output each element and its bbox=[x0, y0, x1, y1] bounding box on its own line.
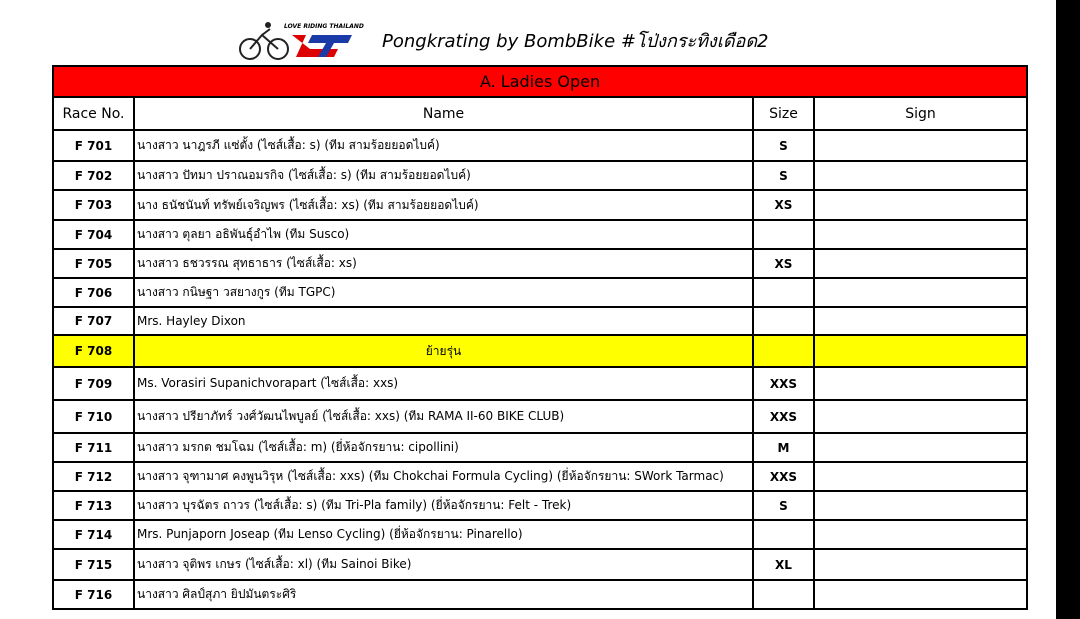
rider-name: Ms. Vorasiri Supanichvorapart (ไซส์เสื้อ: xxs) bbox=[134, 367, 753, 400]
shirt-size: M bbox=[753, 433, 814, 462]
race-number: F 715 bbox=[53, 549, 134, 580]
sign-cell bbox=[814, 335, 1027, 367]
sign-cell bbox=[814, 161, 1027, 190]
rider-name: Mrs. Hayley Dixon bbox=[134, 307, 753, 335]
sign-cell bbox=[814, 249, 1027, 278]
rider-name: นางสาว ปัทมา ปราณอมรกิจ (ไซส์เสื้อ: s) (ทีม สามร้อยยอดไบค์) bbox=[134, 161, 753, 190]
shirt-size: XXS bbox=[753, 462, 814, 491]
race-table bbox=[52, 65, 1028, 610]
rider-name: นางสาว บุรฉัตร ถาวร (ไซส์เสื้อ: s) (ทีม Tri-Pla family) (ยี่ห้อจักรยาน: Felt - Trek) bbox=[134, 491, 753, 520]
race-number: F 710 bbox=[53, 400, 134, 433]
sign-cell bbox=[814, 367, 1027, 400]
shirt-size: S bbox=[753, 161, 814, 190]
col-race-no: Race No. bbox=[53, 97, 134, 130]
table-row bbox=[53, 462, 1027, 491]
sign-cell bbox=[814, 580, 1027, 609]
table-row bbox=[53, 580, 1027, 609]
table-row bbox=[53, 335, 1027, 367]
table-row bbox=[53, 367, 1027, 400]
table-row bbox=[53, 161, 1027, 190]
race-number: F 711 bbox=[53, 433, 134, 462]
window-edge bbox=[1056, 0, 1080, 619]
race-number: F 712 bbox=[53, 462, 134, 491]
sign-cell bbox=[814, 520, 1027, 549]
shirt-size: XS bbox=[753, 190, 814, 220]
rider-name: นางสาว มรกต ชมโฉม (ไซส์เสื้อ: m) (ยี่ห้อจักรยาน: cipollini) bbox=[134, 433, 753, 462]
shirt-size bbox=[753, 520, 814, 549]
rider-name: นางสาว จุฑามาศ คงพูนวิรุห (ไซส์เสื้อ: xxs) (ทีม Chokchai Formula Cycling) (ยี่ห้อจักรยาน: SWork Tarmac) bbox=[134, 462, 753, 491]
table-row bbox=[53, 307, 1027, 335]
rider-name: นางสาว จุติพร เกษร (ไซส์เสื้อ: xl) (ทีม Sainoi Bike) bbox=[134, 549, 753, 580]
race-number: F 703 bbox=[53, 190, 134, 220]
race-number: F 714 bbox=[53, 520, 134, 549]
document-title: Pongkrating by BombBike #โป่งกระทิงเดือด2 bbox=[382, 30, 769, 52]
sign-cell bbox=[814, 433, 1027, 462]
shirt-size: XXS bbox=[753, 367, 814, 400]
rider-name: ย้ายรุ่น bbox=[134, 335, 753, 367]
table-row bbox=[53, 549, 1027, 580]
race-number: F 704 bbox=[53, 220, 134, 249]
race-number: F 705 bbox=[53, 249, 134, 278]
shirt-size: XS bbox=[753, 249, 814, 278]
table-row bbox=[53, 278, 1027, 307]
race-number: F 708 bbox=[53, 335, 134, 367]
sign-cell bbox=[814, 307, 1027, 335]
race-number: F 713 bbox=[53, 491, 134, 520]
shirt-size bbox=[753, 335, 814, 367]
col-size: Size bbox=[753, 97, 814, 130]
col-name: Name bbox=[134, 97, 753, 130]
rider-name: นางสาว กนิษฐา วสยางกูร (ทีม TGPC) bbox=[134, 278, 753, 307]
race-number: F 707 bbox=[53, 307, 134, 335]
sign-cell bbox=[814, 190, 1027, 220]
shirt-size: XXS bbox=[753, 400, 814, 433]
sign-cell bbox=[814, 400, 1027, 433]
rider-name: นางสาว ปรียาภัทร์ วงศ์วัฒนไพบูลย์ (ไซส์เสื้อ: xxs) (ทีม RAMA II-60 BIKE CLUB) bbox=[134, 400, 753, 433]
rider-name: นางสาว ตุลยา อธิพันธุ์อำไพ (ทีม Susco) bbox=[134, 220, 753, 249]
sign-cell bbox=[814, 130, 1027, 161]
table-row bbox=[53, 491, 1027, 520]
rider-name: นางสาว ธชวรรณ สุทธาธาร (ไซส์เสื้อ: xs) bbox=[134, 249, 753, 278]
col-sign: Sign bbox=[814, 97, 1027, 130]
sign-cell bbox=[814, 491, 1027, 520]
rider-name: นาง ธนัชนันท์ ทรัพย์เจริญพร (ไซส์เสื้อ: xs) (ทีม สามร้อยยอดไบค์) bbox=[134, 190, 753, 220]
lrt-logo bbox=[234, 19, 374, 61]
race-number: F 709 bbox=[53, 367, 134, 400]
sign-cell bbox=[814, 278, 1027, 307]
document-header bbox=[234, 18, 769, 62]
table-row bbox=[53, 433, 1027, 462]
race-number: F 702 bbox=[53, 161, 134, 190]
race-number: F 706 bbox=[53, 278, 134, 307]
table-row bbox=[53, 220, 1027, 249]
svg-text:LOVE RIDING THAILAND: LOVE RIDING THAILAND bbox=[284, 23, 364, 30]
section-title: A. Ladies Open bbox=[53, 66, 1027, 97]
race-number: F 701 bbox=[53, 130, 134, 161]
table-row bbox=[53, 249, 1027, 278]
sign-cell bbox=[814, 549, 1027, 580]
race-number: F 716 bbox=[53, 580, 134, 609]
sign-cell bbox=[814, 220, 1027, 249]
table-row bbox=[53, 190, 1027, 220]
rider-name: นางสาว นาฎรภี แซ่ตั้ง (ไซส์เสื้อ: s) (ทีม สามร้อยยอดไบค์) bbox=[134, 130, 753, 161]
shirt-size bbox=[753, 220, 814, 249]
shirt-size: XL bbox=[753, 549, 814, 580]
shirt-size: S bbox=[753, 491, 814, 520]
table-row bbox=[53, 520, 1027, 549]
shirt-size bbox=[753, 307, 814, 335]
shirt-size bbox=[753, 278, 814, 307]
rider-name: Mrs. Punjaporn Joseap (ทีม Lenso Cycling) (ยี่ห้อจักรยาน: Pinarello) bbox=[134, 520, 753, 549]
table-row bbox=[53, 130, 1027, 161]
rider-name: นางสาว ศิลป์สุภา ยิปมันตระศิริ bbox=[134, 580, 753, 609]
table-row bbox=[53, 400, 1027, 433]
shirt-size bbox=[753, 580, 814, 609]
sign-cell bbox=[814, 462, 1027, 491]
shirt-size: S bbox=[753, 130, 814, 161]
